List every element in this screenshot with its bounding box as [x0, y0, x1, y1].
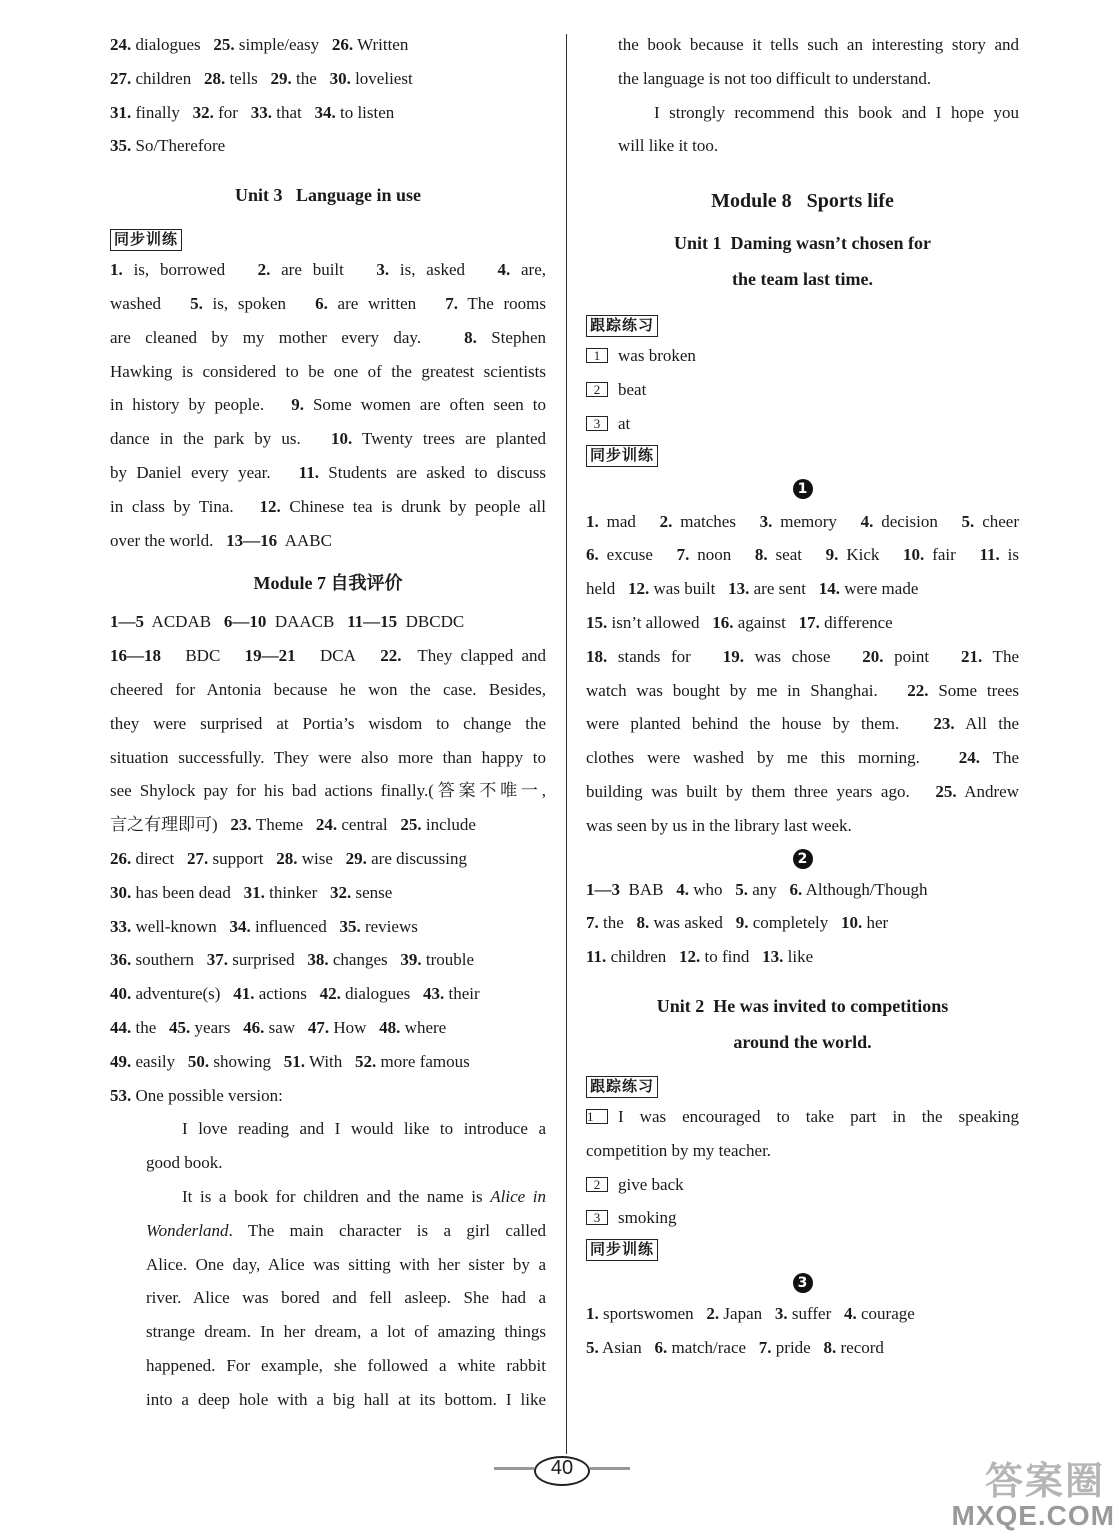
answer-line: 7. the 8. was asked 9. completely 10. her	[586, 913, 889, 933]
answer-line	[586, 1100, 1019, 1134]
answer-line: are cleaned by my mother every day. 8. Stephen	[110, 327, 546, 347]
answer-line: 44. the 45. years 46. saw 47. How 48. where	[110, 1017, 447, 1037]
module-heading: Module 8 Sports life	[711, 190, 894, 213]
page-number-text: 40	[550, 1457, 574, 1479]
essay-line: Wonderland. The main character is a girl called	[146, 1220, 546, 1240]
unit-heading: Unit 3 Language in use	[234, 185, 422, 206]
answer-text: I was encouraged to take part in the speaking	[618, 1106, 1019, 1126]
answer-line: 18. stands for 19. was chose 20. point 21. The	[586, 646, 1019, 666]
essay-line: the book because it tells such an interesting story and	[618, 35, 1019, 54]
essay-line: I love reading and I would like to introduce a	[182, 1119, 546, 1139]
number-box: 2	[586, 382, 608, 397]
essay-line: river. Alice was bored and fell asleep. She had a	[146, 1288, 546, 1308]
answer-line: 31. finally 32. for 33. that 34. to listen	[110, 102, 395, 122]
unit-heading: Unit 1 Daming wasn’t chosen for	[673, 233, 931, 254]
answer-line: 26. direct 27. support 28. wise 29. are discussing	[110, 848, 467, 868]
answer-line: 49. easily 50. showing 51. With 52. more famous	[110, 1051, 470, 1071]
essay-line: the language is not too difficult to understand.	[618, 68, 932, 88]
answer-line: Hawking is considered to be one of the greatest scientists	[110, 361, 546, 381]
answer-line: 1. sportswomen 2. Japan 3. suffer 4. courage	[586, 1304, 915, 1324]
answer-text: beat	[618, 379, 647, 399]
section-tag: 跟踪练习	[586, 1076, 658, 1098]
module-heading: Module 7 自我评价	[253, 573, 403, 594]
answer-line: building was built by them three years ago. 25. Andrew	[586, 781, 1019, 801]
answer-line: competition by my teacher.	[586, 1140, 772, 1160]
section-tag: 同步训练	[586, 445, 658, 467]
answer-line: 16—18 BDC 19—21 DCA 22. They clapped and	[110, 646, 546, 666]
answer-line	[586, 339, 1019, 373]
essay-line: good book.	[146, 1153, 223, 1173]
section-tag: 同步训练	[110, 229, 182, 251]
answer-line: was seen by us in the library last week.	[586, 815, 852, 835]
watermark	[951, 1450, 1115, 1532]
section-tag: 同步训练	[586, 1239, 658, 1261]
essay-line: I strongly recommend this book and I hope you	[654, 102, 1019, 122]
circled-number: 1	[793, 479, 813, 499]
page-number-decoration	[494, 1467, 534, 1470]
answer-text: was broken	[618, 346, 696, 366]
answer-line: 1—3 BAB 4. who 5. any 6. Although/Though	[586, 879, 928, 899]
answer-line: in class by Tina. 12. Chinese tea is drunk by people all	[110, 496, 546, 516]
answer-line: 36. southern 37. surprised 38. changes 39. trouble	[110, 950, 475, 970]
essay-line: Alice. One day, Alice was sitting with her sister by a	[146, 1254, 546, 1274]
unit-heading: the team last time.	[732, 269, 873, 290]
answer-line: 1. mad 2. matches 3. memory 4. decision 5. cheer	[586, 511, 1019, 531]
answer-line: see Shylock pay for his bad actions finally.(答案不唯一,	[110, 781, 546, 801]
answer-line: were planted behind the house by them. 23. All the	[586, 714, 1019, 734]
page-number	[520, 1456, 600, 1484]
answer-line: situation successfully. They were also more than happy to	[110, 747, 546, 767]
answer-line: 15. isn’t allowed 16. against 17. difference	[586, 612, 893, 632]
essay-line: will like it too.	[618, 136, 719, 156]
answer-line: 40. adventure(s) 41. actions 42. dialogues 43. their	[110, 984, 480, 1004]
answer-text: at	[618, 413, 631, 433]
unit-heading: around the world.	[733, 1031, 872, 1052]
answer-line	[586, 1201, 1019, 1235]
essay-line: into a deep hole with a big hall at its bottom. I like	[146, 1389, 546, 1409]
answer-line: by Daniel every year. 11. Students are asked to discuss	[110, 462, 547, 482]
answer-line: 33. well-known 34. influenced 35. reviews	[110, 916, 418, 936]
answer-line: 5. Asian 6. match/race 7. pride 8. record	[586, 1337, 884, 1357]
circled-number: 3	[793, 1273, 813, 1293]
answer-line: over the world. 13—16 AABC	[110, 530, 332, 550]
answer-line: in history by people. 9. Some women are often seen to	[110, 395, 546, 415]
answer-line: held 12. was built 13. are sent 14. were made	[586, 579, 919, 599]
answer-text: smoking	[618, 1208, 677, 1228]
page-number-decoration	[590, 1467, 630, 1470]
number-box: 3	[586, 1210, 608, 1225]
answer-line: they were surprised at Portia’s wisdom to change the	[110, 713, 546, 733]
column-divider	[566, 34, 567, 1454]
answer-line: 30. has been dead 31. thinker 32. sense	[110, 882, 393, 902]
answer-line: 53. One possible version:	[110, 1085, 283, 1105]
unit-heading: Unit 2 He was invited to competitions	[656, 995, 949, 1016]
essay-line: strange dream. In her dream, a lot of amazing things	[146, 1322, 546, 1342]
answer-line: 35. So/Therefore	[110, 136, 226, 156]
answer-line: 1—5 ACDAB 6—10 DAACB 11—15 DBCDC	[110, 612, 465, 632]
number-box: 2	[586, 1177, 608, 1192]
essay-line: happened. For example, she followed a white rabbit	[146, 1355, 546, 1375]
answer-text: give back	[618, 1174, 684, 1194]
answer-line: dance in the park by us. 10. Twenty trees are planted	[110, 429, 546, 449]
answer-line: washed 5. is, spoken 6. are written 7. The rooms	[110, 293, 547, 313]
answer-line: 言之有理即可) 23. Theme 24. central 25. include	[110, 815, 476, 835]
answer-line: watch was bought by me in Shanghai. 22. Some trees	[586, 680, 1019, 700]
answer-line: 24. dialogues 25. simple/easy 26. Written	[110, 35, 409, 54]
answer-line: clothes were washed by me this morning. 24. The	[586, 748, 1020, 768]
answer-line	[586, 373, 1019, 407]
answer-line: 1. is, borrowed 2. are built 3. is, asked 4. are,	[110, 260, 547, 280]
answer-line: 11. children 12. to find 13. like	[586, 947, 814, 967]
essay-line: It is a book for children and the name is Alice in	[182, 1186, 546, 1206]
section-tag: 跟踪练习	[586, 315, 658, 337]
answer-line: cheered for Antonia because he won the case. Besides,	[110, 679, 546, 699]
answer-line: 6. excuse 7. noon 8. seat 9. Kick 10. fair 11. is	[586, 545, 1020, 565]
answer-line: 27. children 28. tells 29. the 30. loveliest	[110, 68, 413, 88]
answer-line	[586, 407, 1019, 441]
number-box: 1	[586, 348, 608, 363]
watermark-logo: 答案圈	[984, 1459, 1105, 1503]
watermark-site: MXQE.COM	[951, 1500, 1115, 1531]
answer-line	[586, 1168, 1019, 1202]
left-column	[110, 28, 546, 1416]
number-box: 3	[586, 416, 608, 431]
circled-number: 2	[793, 849, 813, 869]
right-column	[586, 28, 1019, 1365]
number-box: 1	[586, 1109, 608, 1124]
